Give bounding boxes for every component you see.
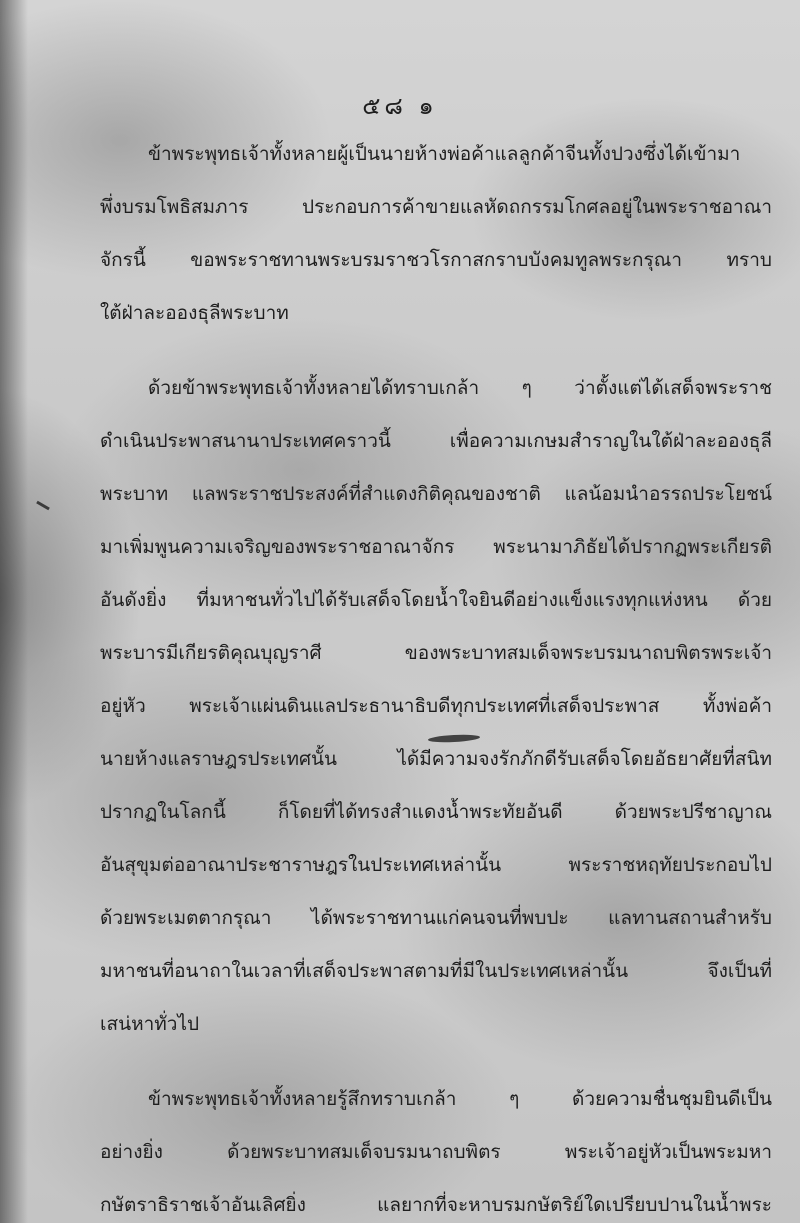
text-line: ปรากฏในโลกนี้ ก็โดยที่ได้ทรงสำแดงน้ำพระทัยอันดี ด้วยพระปรีชาญาณ xyxy=(100,801,772,823)
text-line: กษัตราธิราชเจ้าอันเลิศยิ่ง แลยากที่จะหาบรมกษัตริย์ใดเปรียบปานในน้ำพระ xyxy=(100,1194,772,1216)
text-line: มหาชนที่อนาถาในเวลาที่เสด็จประพาสตามที่มีในประเทศเหล่านั้น จึงเป็นที่ xyxy=(100,960,772,982)
text-line: ด้วยพระเมตตากรุณา ได้พระราชทานแก่คนจนที่พบปะ แลทานสถานสำหรับ xyxy=(100,907,772,929)
paragraph-1 xyxy=(100,128,772,340)
text-line: อันดังยิ่ง ที่มหาชนทั่วไปได้รับเสด็จโดยน้ำใจยินดีอย่างแข็งแรงทุกแห่งหน ด้วย xyxy=(100,589,772,611)
text-line: อยู่หัว พระเจ้าแผ่นดินแลประธานาธิบดีทุกประเทศที่เสด็จประพาส ทั้งพ่อค้า xyxy=(100,695,772,717)
text-line: ใต้ฝ่าละอองธุลีพระบาท xyxy=(100,302,289,324)
text-line: มาเพิ่มพูนความเจริญของพระราชอาณาจักร พระนามาภิธัยได้ปรากฏพระเกียรติ xyxy=(100,536,772,558)
text-line: อันสุขุมต่ออาณาประชาราษฎรในประเทศเหล่านั้น พระราชหฤทัยประกอบไป xyxy=(100,854,772,876)
text-line: ข้าพระพุทธเจ้าทั้งหลายผู้เป็นนายห้างพ่อค้าแลลูกค้าจีนทั้งปวงซึ่งได้เข้ามา xyxy=(148,143,741,165)
document-body xyxy=(100,128,772,1223)
paragraph-3 xyxy=(100,1073,772,1223)
paragraph-2 xyxy=(100,362,772,1051)
text-line: พระบารมีเกียรติคุณบุญราศี ของพระบาทสมเด็จพระบรมนาถบพิตรพระเจ้า xyxy=(100,642,772,664)
text-line: นายห้างแลราษฎรประเทศนั้น ได้มีความจงรักภักดีรับเสด็จโดยอัธยาศัยที่สนิท xyxy=(100,748,772,770)
margin-mark xyxy=(36,501,50,511)
text-line: จักรนี้ ขอพระราชทานพระบรมราชวโรกาสกราบบังคมทูลพระกรุณา ทราบ xyxy=(100,249,772,271)
text-line: ข้าพระพุทธเจ้าทั้งหลายรู้สึกทราบเกล้า ๆ ด้วยความชื่นชุมยินดีเป็น xyxy=(148,1088,772,1110)
text-line: ดำเนินประพาสนานาประเทศคราวนี้ เพื่อความเกษมสำราญในใต้ฝ่าละอองธุลี xyxy=(100,430,772,452)
text-line: ด้วยข้าพระพุทธเจ้าทั้งหลายได้ทราบเกล้า ๆ ว่าตั้งแต่ได้เสด็จพระราช xyxy=(148,377,772,399)
page-number: ๕๘ ๑ xyxy=(362,92,438,120)
text-line: อย่างยิ่ง ด้วยพระบาทสมเด็จบรมนาถบพิตร พระเจ้าอยู่หัวเป็นพระมหา xyxy=(100,1141,772,1163)
page-edge-shadow xyxy=(0,0,28,1223)
text-line: พึ่งบรมโพธิสมภาร ประกอบการค้าขายแลหัดถกรรมโกศลอยู่ในพระราชอาณา xyxy=(100,196,772,218)
text-line: พระบาท แลพระราชประสงค์ที่สำแดงกิติคุณของชาติ แลน้อมนำอรรถประโยชน์ xyxy=(100,483,772,505)
text-line: เสน่หาทั่วไป xyxy=(100,1013,200,1035)
